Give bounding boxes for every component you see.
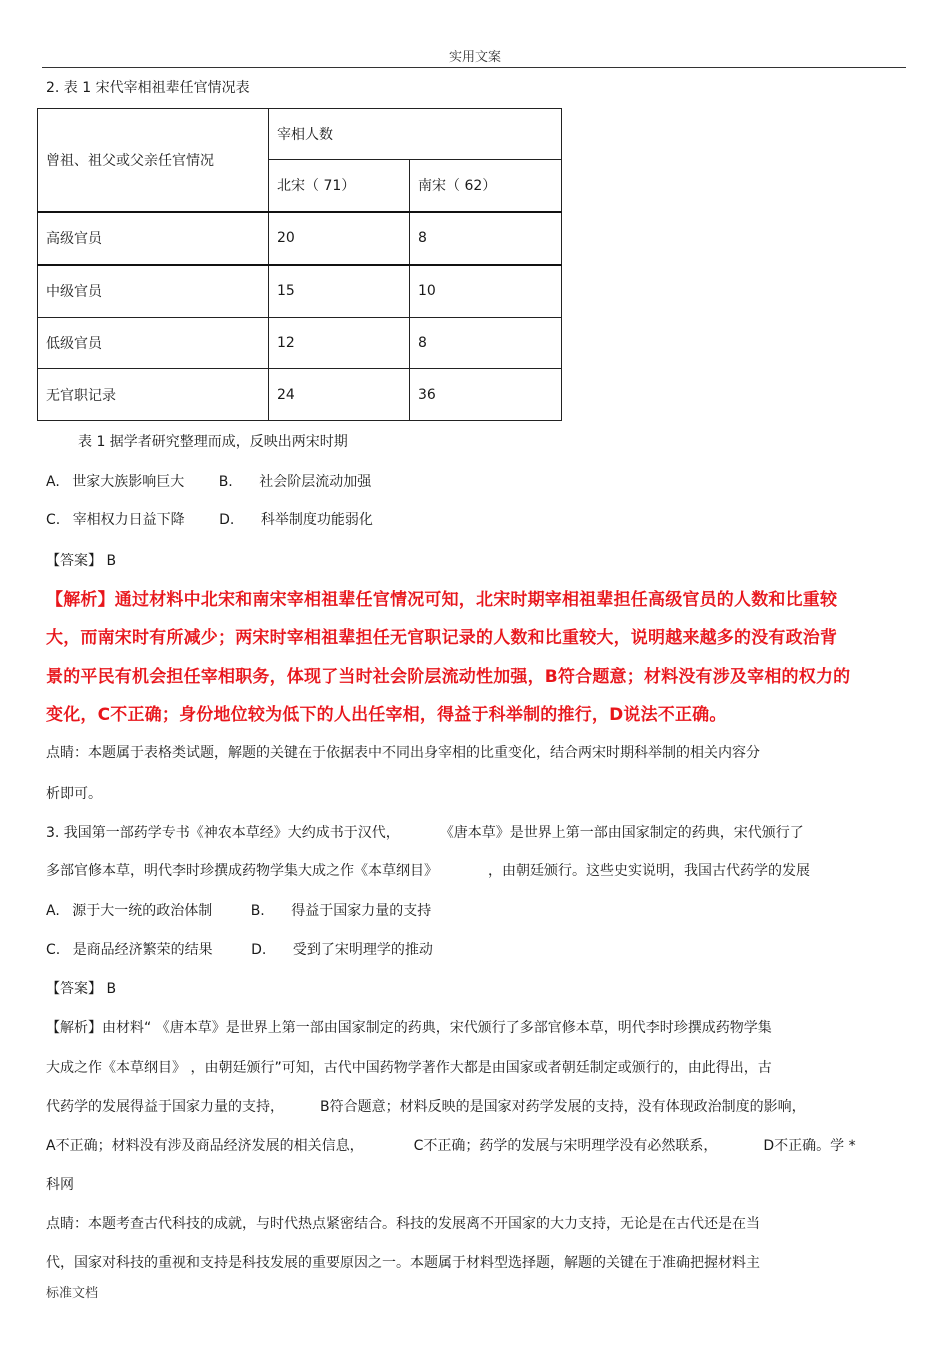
option-a-text: 世家大族影响巨大: [72, 474, 185, 490]
q2-analysis-line: 【解析】通过材料中北宋和南宋宰相祖辈任官情况可知，北宋时期宰相祖辈担任高级官员的人数和比重较: [46, 590, 838, 610]
q3-stem-part: 多部官修本草，明代李时珍撰成药物学集大成之作《本草纲目》: [46, 863, 438, 879]
table-col-south: 南宋（ 62）: [410, 160, 562, 212]
q2-analysis-line: 景的平民有机会担任宰相职务，体现了当时社会阶层流动性加强，B符合题意；材料没有涉及宰相的权力的: [46, 667, 851, 687]
header-rule: [42, 67, 906, 68]
q3-analysis-part: D不正确。学 *: [763, 1138, 856, 1154]
q3-option-row-1: [46, 901, 431, 921]
q3-analysis-line: [46, 1136, 856, 1156]
option-d-text: 受到了宋明理学的推动: [292, 942, 433, 958]
table-row-label: 中级官员: [38, 265, 269, 318]
option-c-text: 宰相权力日益下降: [72, 512, 185, 528]
q3-analysis-part: C不正确；药学的发展与宋明理学没有必然联系，: [413, 1138, 718, 1154]
q3-stem-line-1: [46, 823, 804, 843]
q3-analysis-line: 科网: [46, 1177, 74, 1193]
q2-answer: 【答案】 B: [46, 553, 117, 569]
q3-stem-line-2: [46, 861, 810, 881]
q3-option-row-2: [46, 940, 433, 960]
table-row-label: 低级官员: [38, 318, 269, 369]
option-a-text: 源于大一统的政治体制: [72, 903, 213, 919]
table-row-header: 曾祖、祖父或父亲任官情况: [38, 109, 269, 212]
q2-stem: 表 1 据学者研究整理而成，反映出两宋时期: [78, 434, 348, 450]
page-header: 实用文案: [448, 50, 501, 65]
q3-stem-part: ，由朝廷颁行。这些史实说明，我国古代药学的发展: [488, 863, 810, 879]
table-cell-north: 12: [269, 318, 410, 369]
option-c-text: 是商品经济繁荣的结果: [72, 942, 213, 958]
option-d-text: 科举制度功能弱化: [260, 512, 373, 528]
table-row: [38, 265, 562, 318]
table-cell-south: 8: [410, 318, 562, 369]
option-c-label: C.: [46, 512, 61, 528]
table-row: [38, 318, 562, 369]
q2-option-row-1: [46, 472, 371, 492]
page-footer: 标准文档: [46, 1286, 99, 1301]
q2-comment-line: 析即可。: [46, 786, 102, 802]
table-group-header: 宰相人数: [269, 109, 562, 160]
table-col-north: 北宋（ 71）: [269, 160, 410, 212]
table-cell-north: 24: [269, 369, 410, 421]
q3-analysis-part: B符合题意；材料反映的是国家对药学发展的支持，没有体现政治制度的影响，: [320, 1099, 806, 1115]
option-b-text: 得益于国家力量的支持: [291, 903, 432, 919]
q3-analysis-line: 大成之作《本草纲目》 ，由朝廷颁行”可知，古代中国药物学著作大都是由国家或者朝廷制定或颁行的，由此得出，古: [46, 1060, 772, 1076]
q2-analysis-line: 大，而南宋时有所减少；两宋时宰相祖辈担任无官职记录的人数和比重较大，说明越来越多的没有政治背: [46, 628, 838, 648]
q2-comment-line: 点睛：本题属于表格类试题，解题的关键在于依据表中不同出身宰相的比重变化，结合两宋时期科举制的相关内容分: [46, 745, 760, 761]
q3-analysis-line: [46, 1097, 806, 1117]
table-row: [38, 369, 562, 421]
table-cell-south: 10: [410, 265, 562, 318]
q3-stem-part: 《唐本草》是世界上第一部由国家制定的药典，宋代颁行了: [439, 825, 804, 841]
q2-title: 2. 表 1 宋代宰相祖辈任官情况表: [46, 80, 250, 96]
q2-table: [37, 108, 562, 421]
option-c-label: C.: [46, 942, 61, 958]
option-b-text: 社会阶层流动加强: [259, 474, 372, 490]
option-a-label: A.: [46, 903, 60, 919]
q2-analysis-line: 变化，C不正确；身份地位较为低下的人出任宰相，得益于科举制的推行，D说法不正确。: [46, 705, 727, 725]
q3-comment-line: 代，国家对科技的重视和支持是科技发展的重要原因之一。本题属于材料型选择题，解题的关键在于准确把握材料主: [46, 1255, 760, 1271]
q3-analysis-part: A不正确；材料没有涉及商品经济发展的相关信息，: [46, 1138, 364, 1154]
q2-option-row-2: [46, 510, 373, 530]
option-d-label: D.: [251, 942, 267, 958]
table-row: [38, 212, 562, 265]
table-cell-south: 8: [410, 212, 562, 265]
option-b-label: B.: [250, 903, 265, 919]
table-cell-north: 20: [269, 212, 410, 265]
q3-stem-part: 3. 我国第一部药学专书《神农本草经》大约成书于汉代，: [46, 825, 400, 841]
q3-analysis-part: 代药学的发展得益于国家力量的支持，: [46, 1099, 284, 1115]
q3-comment-line: 点睛：本题考查古代科技的成就，与时代热点紧密结合。科技的发展离不开国家的大力支持，无论是在古代还是在当: [46, 1216, 760, 1232]
table-cell-north: 15: [269, 265, 410, 318]
table-cell-south: 36: [410, 369, 562, 421]
q3-analysis-line: 【解析】由材料“ 《唐本草》是世界上第一部由国家制定的药典，宋代颁行了多部官修本草，明代李时珍撰成药物学集: [46, 1020, 772, 1036]
option-d-label: D.: [219, 512, 235, 528]
option-a-label: A.: [46, 474, 60, 490]
table-row-label: 无官职记录: [38, 369, 269, 421]
table-row-label: 高级官员: [38, 212, 269, 265]
option-b-label: B.: [218, 474, 233, 490]
q3-answer: 【答案】 B: [46, 981, 117, 997]
